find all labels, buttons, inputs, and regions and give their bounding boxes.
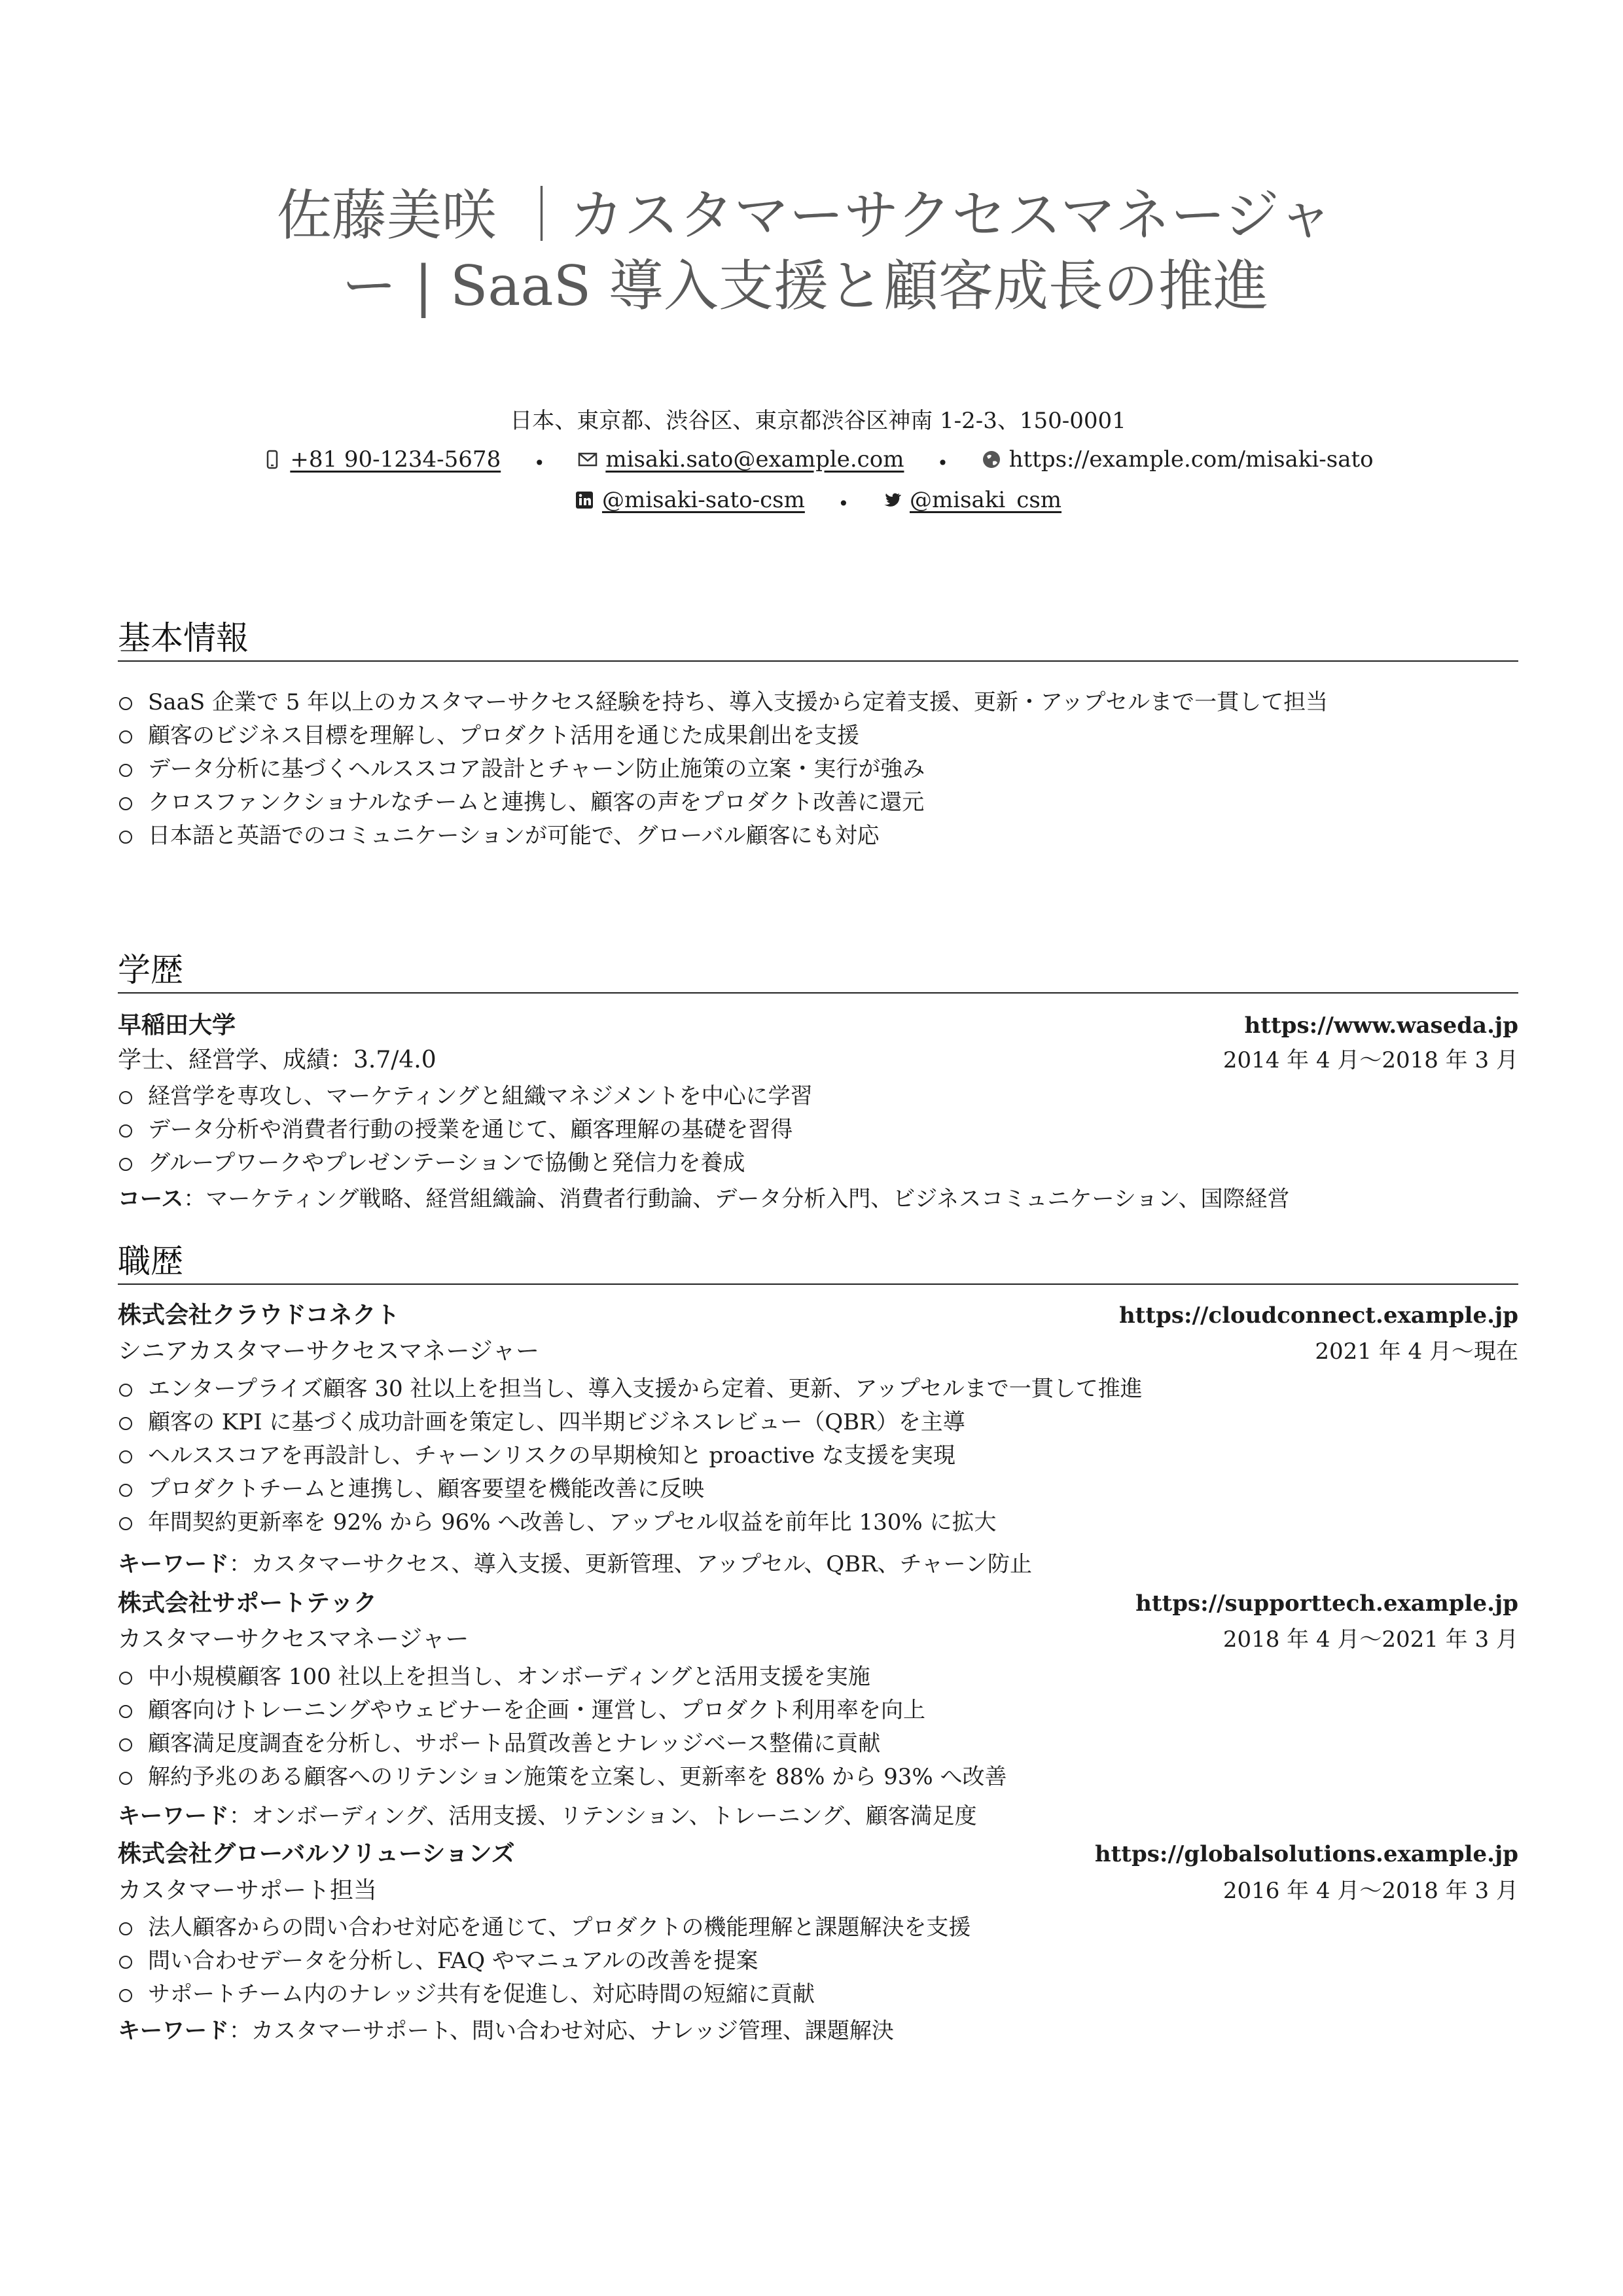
list-item: データ分析や消費者行動の授業を通じて、顧客理解の基礎を習得 bbox=[118, 1113, 1518, 1147]
list-item: 問い合わせデータを分析し、FAQ やマニュアルの改善を提案 bbox=[118, 1945, 1518, 1978]
education-dates: 2014 年 4 月～2018 年 3 月 bbox=[1222, 1047, 1518, 1073]
section-title-summary: 基本情報 bbox=[118, 619, 1518, 662]
section-title-education: 学歴 bbox=[118, 950, 1518, 994]
phone-contact[interactable] bbox=[262, 442, 501, 476]
linkedin-link[interactable]: @misaki-sato-csm bbox=[601, 487, 805, 513]
job-list bbox=[118, 1660, 1518, 1794]
company-name: 株式会社サポートテック bbox=[118, 1590, 378, 1617]
linkedin-contact[interactable] bbox=[575, 483, 805, 517]
job-list bbox=[118, 1911, 1518, 2011]
website-contact[interactable] bbox=[982, 442, 1374, 476]
phone-link[interactable]: +81 90-1234-5678 bbox=[290, 446, 501, 473]
list-item: 顧客満足度調査を分析し、サポート品質改善とナレッジベース整備に貢献 bbox=[118, 1727, 1518, 1761]
email-link[interactable]: misaki.sato@example.com bbox=[605, 446, 904, 473]
school-name: 早稲田大学 bbox=[118, 1012, 236, 1039]
section-title-experience: 職歴 bbox=[118, 1242, 1518, 1285]
keywords-line bbox=[118, 2015, 1518, 2048]
address: 日本、東京都、渋谷区、東京都渋谷区神南 1-2-3、150-0001 bbox=[510, 408, 1126, 434]
list-item: 中小規模顧客 100 社以上を担当し、オンボーディングと活用支援を実施 bbox=[118, 1660, 1518, 1694]
twitter-icon bbox=[882, 490, 902, 510]
job-header-row bbox=[118, 1299, 1518, 1332]
job-dates: 2018 年 4 月～2021 年 3 月 bbox=[1222, 1626, 1518, 1653]
globe-icon bbox=[982, 450, 1001, 469]
list-item: 顧客の KPI に基づく成功計画を策定し、四半期ビジネスレビュー（QBR）を主導 bbox=[118, 1406, 1518, 1439]
job-role-row bbox=[118, 1623, 1518, 1656]
separator-dot: • bbox=[534, 452, 545, 474]
job-dates: 2021 年 4 月～現在 bbox=[1315, 1338, 1518, 1365]
keywords-line bbox=[118, 1548, 1518, 1581]
mail-icon bbox=[578, 450, 597, 469]
company-url[interactable]: https://supporttech.example.jp bbox=[1135, 1590, 1518, 1617]
job-header-row bbox=[118, 1587, 1518, 1620]
list-item: プロダクトチームと連携し、顧客要望を機能改善に反映 bbox=[118, 1473, 1518, 1506]
company-url[interactable]: https://globalsolutions.example.jp bbox=[1094, 1841, 1518, 1867]
courses-text: ：マーケティング戦略、経営組織論、消費者行動論、データ分析入門、ビジネスコミュニケーション、国際経営 bbox=[183, 1186, 1290, 1212]
courses-label: コース bbox=[118, 1186, 184, 1212]
education-list bbox=[118, 1080, 1518, 1180]
list-item: サポートチーム内のナレッジ共有を促進し、対応時間の短縮に貢献 bbox=[118, 1978, 1518, 2011]
company-name: 株式会社グローバルソリューションズ bbox=[118, 1840, 515, 1867]
contact-row-2 bbox=[118, 483, 1518, 521]
list-item: 経営学を専攻し、マーケティングと組織マネジメントを中心に学習 bbox=[118, 1080, 1518, 1113]
job-role-row bbox=[118, 1874, 1518, 1907]
email-contact[interactable] bbox=[578, 442, 904, 476]
company-name: 株式会社クラウドコネクト bbox=[118, 1302, 400, 1329]
school-url[interactable]: https://www.waseda.jp bbox=[1244, 1013, 1518, 1039]
website-link[interactable]: https://example.com/misaki-sato bbox=[1008, 446, 1374, 473]
list-item: エンタープライズ顧客 30 社以上を担当し、導入支援から定着、更新、アップセルまで一貫して推進 bbox=[118, 1372, 1518, 1406]
education-header-row bbox=[118, 1009, 1518, 1042]
separator-dot: • bbox=[838, 493, 849, 514]
contact-row-1 bbox=[118, 442, 1518, 480]
list-item: データ分析に基づくヘルススコア設計とチャーン防止施策の立案・実行が強み bbox=[118, 753, 1518, 786]
job-list bbox=[118, 1372, 1518, 1539]
list-item: 顧客のビジネス目標を理解し、プロダクト活用を通じた成果創出を支援 bbox=[118, 719, 1518, 753]
list-item: 法人顧客からの問い合わせ対応を通じて、プロダクトの機能理解と課題解決を支援 bbox=[118, 1911, 1518, 1945]
list-item: 解約予兆のある顧客へのリテンション施策を立案し、更新率を 88% から 93% へ改善 bbox=[118, 1761, 1518, 1794]
list-item: グループワークやプレゼンテーションで協働と発信力を養成 bbox=[118, 1147, 1518, 1180]
twitter-link[interactable]: @misaki_csm bbox=[909, 487, 1062, 513]
courses-line bbox=[118, 1183, 1518, 1216]
keywords-text: ：カスタマーサポート、問い合わせ対応、ナレッジ管理、課題解決 bbox=[229, 2018, 894, 2044]
list-item: 顧客向けトレーニングやウェビナーを企画・運営し、プロダクト利用率を向上 bbox=[118, 1694, 1518, 1727]
job-role: カスタマーサクセスマネージャー bbox=[118, 1626, 469, 1653]
job-dates: 2016 年 4 月～2018 年 3 月 bbox=[1222, 1878, 1518, 1904]
job-role: シニアカスタマーサクセスマネージャー bbox=[118, 1338, 540, 1365]
list-item: 日本語と英語でのコミュニケーションが可能で、グローバル顧客にも対応 bbox=[118, 819, 1518, 853]
resume-name-title: 佐藤美咲 ｜カスタマーサクセスマネージャー | SaaS 導入支援と顧客成長の推進 bbox=[276, 183, 1334, 318]
keywords-text: ：オンボーディング、活用支援、リテンション、トレーニング、顧客満足度 bbox=[229, 1803, 977, 1829]
twitter-contact[interactable] bbox=[882, 483, 1061, 517]
keywords-label: キーワード bbox=[118, 1803, 229, 1829]
education-degree-row bbox=[118, 1044, 1518, 1077]
job-header-row bbox=[118, 1838, 1518, 1871]
phone-icon bbox=[262, 450, 282, 469]
list-item: SaaS 企業で 5 年以上のカスタマーサクセス経験を持ち、導入支援から定着支援、更新・アップセルまで一貫して担当 bbox=[118, 686, 1518, 719]
linkedin-icon bbox=[575, 490, 594, 510]
separator-dot: • bbox=[937, 452, 948, 474]
keywords-label: キーワード bbox=[118, 2018, 229, 2044]
company-url[interactable]: https://cloudconnect.example.jp bbox=[1118, 1302, 1518, 1329]
job-role-row bbox=[118, 1335, 1518, 1368]
keywords-label: キーワード bbox=[118, 1551, 229, 1577]
job-role: カスタマーサポート担当 bbox=[118, 1877, 378, 1904]
summary-list bbox=[118, 686, 1518, 853]
list-item: クロスファンクショナルなチームと連携し、顧客の声をプロダクト改善に還元 bbox=[118, 786, 1518, 819]
degree: 学士、経営学、成績：3.7/4.0 bbox=[118, 1047, 437, 1073]
list-item: 年間契約更新率を 92% から 96% へ改善し、アップセル収益を前年比 130% に拡大 bbox=[118, 1506, 1518, 1539]
list-item: ヘルススコアを再設計し、チャーンリスクの早期検知と proactive な支援を実現 bbox=[118, 1439, 1518, 1473]
keywords-line bbox=[118, 1800, 1518, 1833]
keywords-text: ：カスタマーサクセス、導入支援、更新管理、アップセル、QBR、チャーン防止 bbox=[229, 1551, 1032, 1577]
